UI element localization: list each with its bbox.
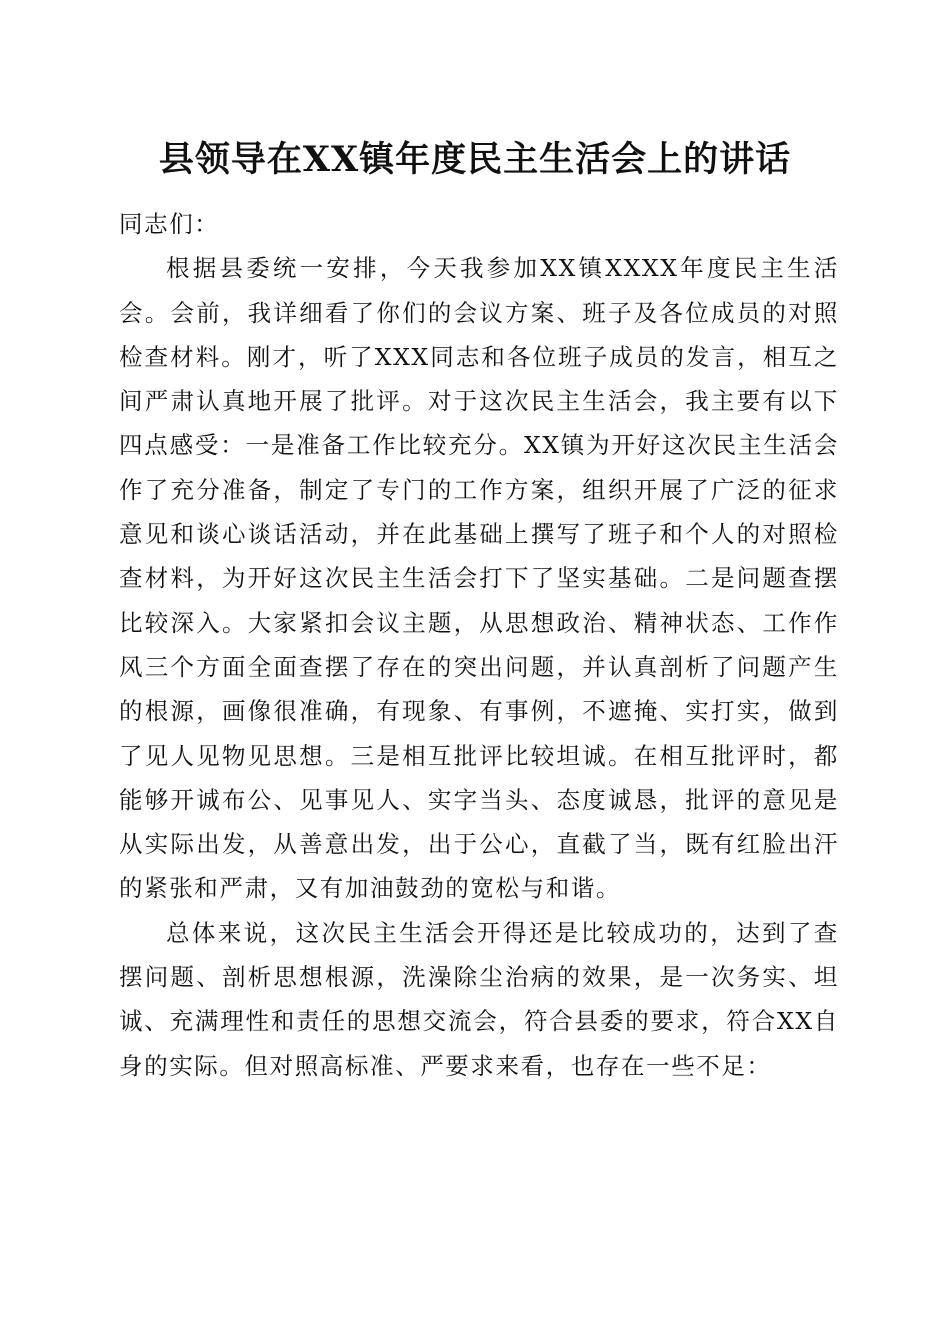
paragraph-1: 根据县委统一安排，今天我参加XX镇XXXX年度民主生活会。会前，我详细看了你们的会议方案、班子及各位成员的对照检查材料。刚才，听了XXX同志和各位班子成员的发言，相互之间严肃认真地开展了批评。对于这次民主生活会，我主要有以下四点感受：一是准备工作比较充分。XX镇为开好这次民主生活会作了充分准备，制定了专门的工作方案，组织开展了广泛的征求意见和谈心谈话活动，并在此基础上撰写了班子和个人的对照检查材料，为开好这次民主生活会打下了坚实基础。二是问题查摆比较深入。大家紧扣会议主题，从思想政治、精神状态、工作作风三个方面全面查摆了存在的突出问题，并认真剖析了问题产生的根源，画像很准确，有现象、有事例，不遮掩、实打实，做到了见人见物见思想。三是相互批评比较坦诚。在相互批评时，都能够开诚布公、见事见人、实字当头、态度诚恳，批评的意见是从实际出发，从善意出发，出于公心，直截了当，既有红脸出汗的紧张和严肃，又有加油鼓劲的宽松与和谐。 <box>119 254 839 903</box>
paragraph-2: 总体来说，这次民主生活会开得还是比较成功的，达到了查摆问题、剖析思想根源，洗澡除尘治病的效果，是一次务实、坦诚、充满理性和责任的思想交流会，符合县委的要求，符合XX自身的实际。但对照高标准、严要求来看，也存在一些不足： <box>119 918 839 1080</box>
document-title: 县领导在XX镇年度民主生活会上的讲话 <box>158 139 792 180</box>
salutation: 同志们： <box>119 210 220 238</box>
document-body <box>119 202 839 1088</box>
